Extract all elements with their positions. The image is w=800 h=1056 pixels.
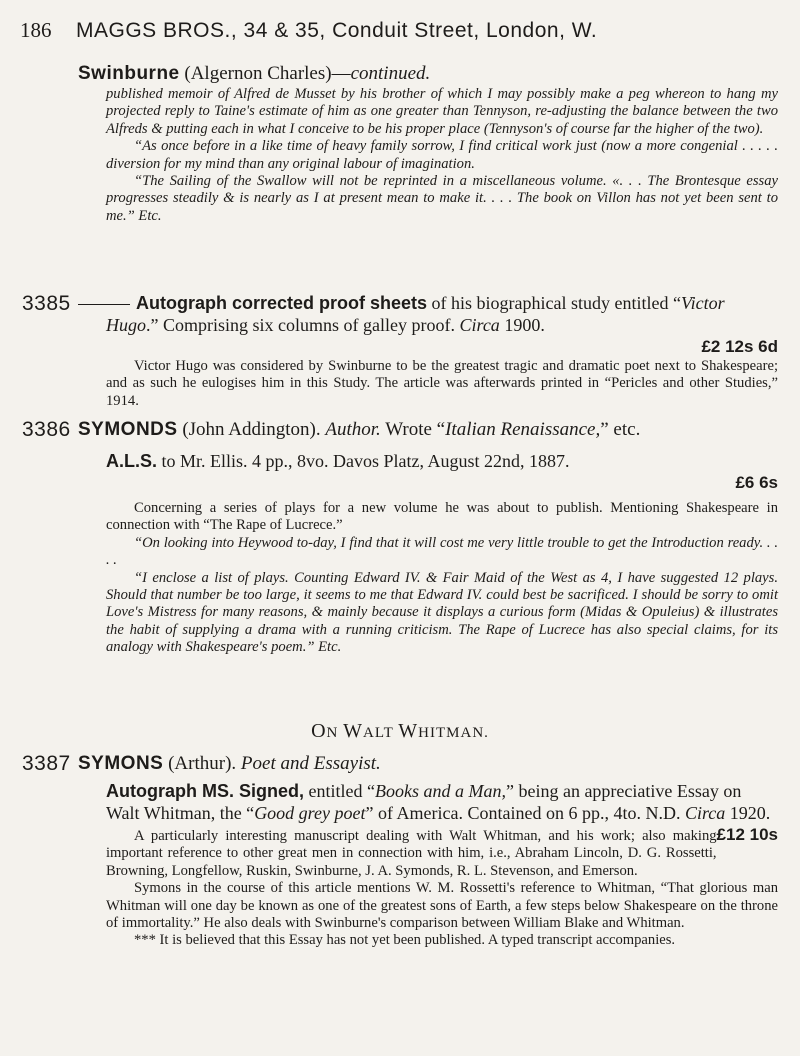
desc-text: entitled “ [304, 781, 375, 801]
desc-text: ” etc. [600, 419, 641, 440]
lot-description [78, 780, 778, 844]
lot-3387 [78, 752, 778, 950]
item-label: A.L.S. [106, 451, 158, 471]
ditto-dash [78, 304, 130, 305]
heading-smallcaps: HITMAN. [418, 725, 489, 741]
lot-note: Victor Hugo was considered by Swinburne to be the greatest tragic and dramatic poet next to Shakespeare; and as such he eulogises him in this Study. The article was afterwards printed in “Pericles and other Studies,” 1914. [106, 358, 778, 409]
heading-smallcaps: ALT [363, 725, 399, 741]
letter-text: published memoir of Alfred de Musset by his brother of which I may possibly make a peg whereon to hang my projected reply to Taine's estimate of him as one greater than Tennyson, re-adjusting the balance between the two Alfreds & putting each in what I conceive to be his proper place (Tennyson's of course far the higher of the two). [106, 86, 778, 137]
lot-note: A particularly interesting manuscript dealing with Walt Whitman, and his work; also making important reference to other great men in connection with him, i.e., Abraham Lincoln, D. G. Rossetti, Browning, Longfellow, Ruskin, Swinburne, J. A. Symonds, R. L. Stevenson, and Emerson. [106, 828, 717, 879]
lot-number: 3387 [22, 752, 71, 775]
item-label: Autograph MS. Signed, [106, 781, 304, 801]
letter-text: “As once before in a like time of heavy family sorrow, I find critical work just (now a more congenial . . . . . diversion for my mind than any original labour of imagination. [106, 138, 778, 172]
desc-text: of his biographical study entitled “ [427, 293, 681, 313]
lot-3385 [78, 292, 778, 410]
item-date: 1920. [725, 803, 771, 823]
page-number: 186 [20, 18, 52, 42]
circa-label: Circa [684, 803, 726, 823]
work-title: Good grey poet [254, 803, 366, 823]
desc-text: .” Comprising six columns of galley proof. [146, 315, 460, 335]
lot-note: Symons in the course of this article mentions W. M. Rossetti's reference to Whitman, “That glorious man Whitman will one day be known as one of the greatest sons of Earth, a few steps below Shakespeare on the throne of immortality.” He also deals with Swinburne's comparison between William Blake and Whitman. [106, 880, 778, 932]
author-detail: (Algernon Charles)— [179, 63, 351, 84]
lot-price: £12 10s [716, 825, 778, 844]
letter-text: “I enclose a list of plays. Counting Edward IV. & Fair Maid of the West as 4, I have suggested 12 plays. Should that number be too large, it seems to me that Edward IV. could best be sacrificed. I should be sorry to omit Love's Mistress for many reasons, & mainly because it displays a curious form (Midas & Opuleius) & illustrates the habit of supplying a drama with a running criticism. The Rape of Lucrece has also special claims, for its analogy with Shakespeare's poem.” Etc. [106, 569, 778, 656]
running-head: MAGGS BROS., 34 & 35, Conduit Street, London, W. [76, 19, 598, 42]
author-name: SYMONS [78, 753, 164, 774]
item-label: Autograph corrected proof sheets [136, 293, 428, 313]
work-title: Books and a Man, [374, 781, 506, 801]
lot-note: *** It is believed that this Essay has not yet been published. A typed transcript accompanies. [134, 932, 676, 949]
lot-note: Concerning a series of plays for a new volume he was about to publish. Mentioning Shakespeare in connection with “The Rape of Lucrece.” [106, 500, 778, 534]
continued-label: continued. [350, 63, 431, 84]
lot-3386 [78, 418, 778, 657]
lot-price: £6 6s [735, 473, 778, 492]
lot-price: £2 12s 6d [701, 337, 778, 356]
author-detail: (John Addington). [177, 419, 326, 440]
continued-heading [78, 62, 778, 86]
circa-label: Circa [459, 315, 500, 335]
author-role: Poet and Essayist. [240, 753, 381, 774]
lot-description [78, 292, 778, 358]
heading-letter: O [311, 720, 327, 742]
author-role: Author. [325, 419, 381, 440]
letter-text: “The Sailing of the Swallow will not be reprinted in a miscellaneous volume. «. . . The Brontesque essay progresses steadily & is nearly as I at present mean to make it. . . . The book on Villon has not yet been sent to me.” Etc. [106, 173, 778, 224]
heading-letter: W [398, 720, 419, 742]
desc-text: ” being an appreciative Essay on Walt Whitman, the “ [106, 781, 742, 823]
author-name: Swinburne [78, 63, 180, 84]
lot-continued [78, 62, 778, 225]
work-title: Victor Hugo [106, 293, 725, 335]
author-name: SYMONDS [78, 419, 178, 440]
author-detail: (Arthur). [163, 753, 241, 774]
lot-heading [78, 752, 778, 776]
page-header [20, 18, 780, 43]
work-title: Italian Renaissance, [445, 419, 601, 440]
heading-smallcaps: N [326, 725, 344, 741]
lot-number: 3385 [22, 292, 71, 315]
lot-description [78, 450, 778, 494]
item-date: 1900. [499, 315, 545, 335]
heading-letter: W [343, 720, 364, 742]
desc-text: to Mr. Ellis. 4 pp., 8vo. Davos Platz, August 22nd, 1887. [157, 451, 570, 471]
lot-number: 3386 [22, 418, 71, 441]
desc-text: ” of America. Contained on 6 pp., 4to. N.D. [365, 803, 685, 823]
desc-text: Wrote “ [380, 419, 446, 440]
section-heading [120, 720, 680, 743]
letter-text: “On looking into Heywood to-day, I find that it will cost me very little trouble to get the Introduction ready. . . . . [106, 534, 778, 569]
lot-heading [78, 418, 778, 442]
